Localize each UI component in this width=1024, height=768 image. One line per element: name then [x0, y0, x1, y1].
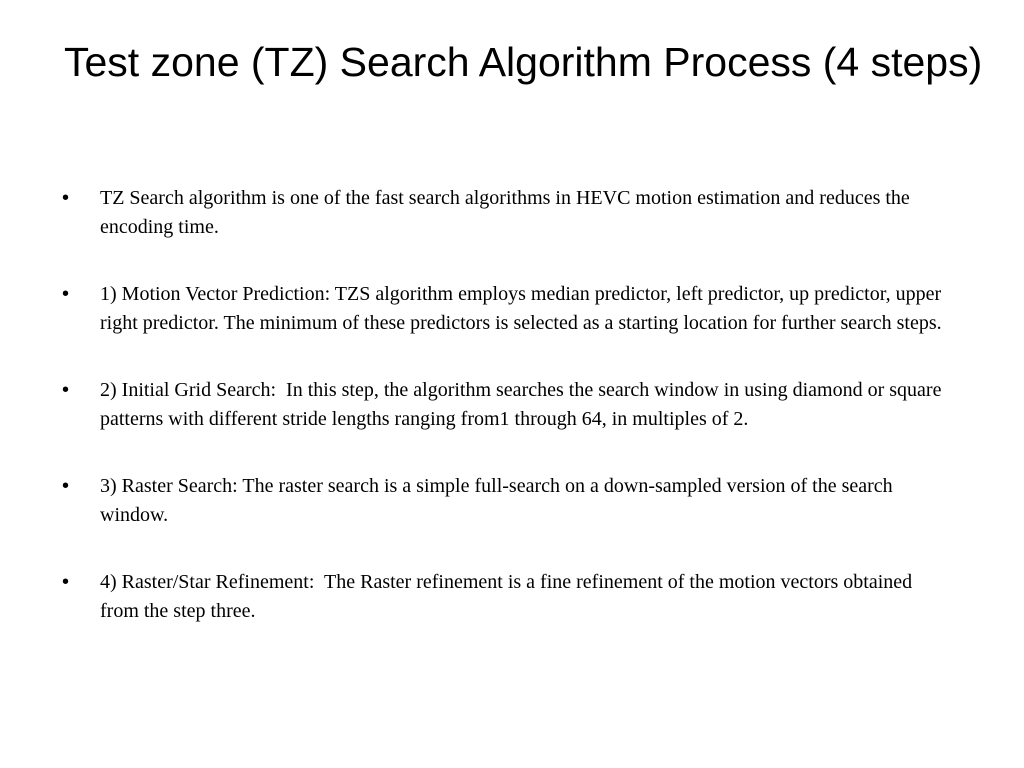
bullet-point-icon: • [62, 283, 70, 305]
slide-title: Test zone (TZ) Search Algorithm Process (4 steps) [64, 39, 983, 85]
bullet-point-icon: • [62, 571, 70, 593]
bullet-point-icon: • [62, 187, 70, 209]
bullet-item [62, 184, 952, 241]
bullet-text: TZ Search algorithm is one of the fast search algorithms in HEVC motion estimation and reduces the encoding time. [100, 187, 915, 238]
bullet-item [62, 280, 952, 337]
bullet-list [62, 184, 952, 664]
bullet-point-icon: • [62, 379, 70, 401]
bullet-text: 1) Motion Vector Prediction: TZS algorithm employs median predictor, left predictor, up predictor, upper right predictor. The minimum of these predictors is selected as a starting location for further search steps. [100, 283, 947, 334]
bullet-text: 4) Raster/Star Refinement: The Raster refinement is a fine refinement of the motion vectors obtained from the step three. [100, 571, 918, 622]
bullet-text: 3) Raster Search: The raster search is a simple full-search on a down-sampled version of the search window. [100, 475, 898, 526]
bullet-item [62, 472, 952, 529]
bullet-item [62, 376, 952, 433]
bullet-item [62, 568, 952, 625]
bullet-point-icon: • [62, 475, 70, 497]
bullet-text: 2) Initial Grid Search: In this step, the algorithm searches the search window in using diamond or square patterns with different stride lengths ranging from1 through 64, in multiples of 2. [100, 379, 947, 430]
